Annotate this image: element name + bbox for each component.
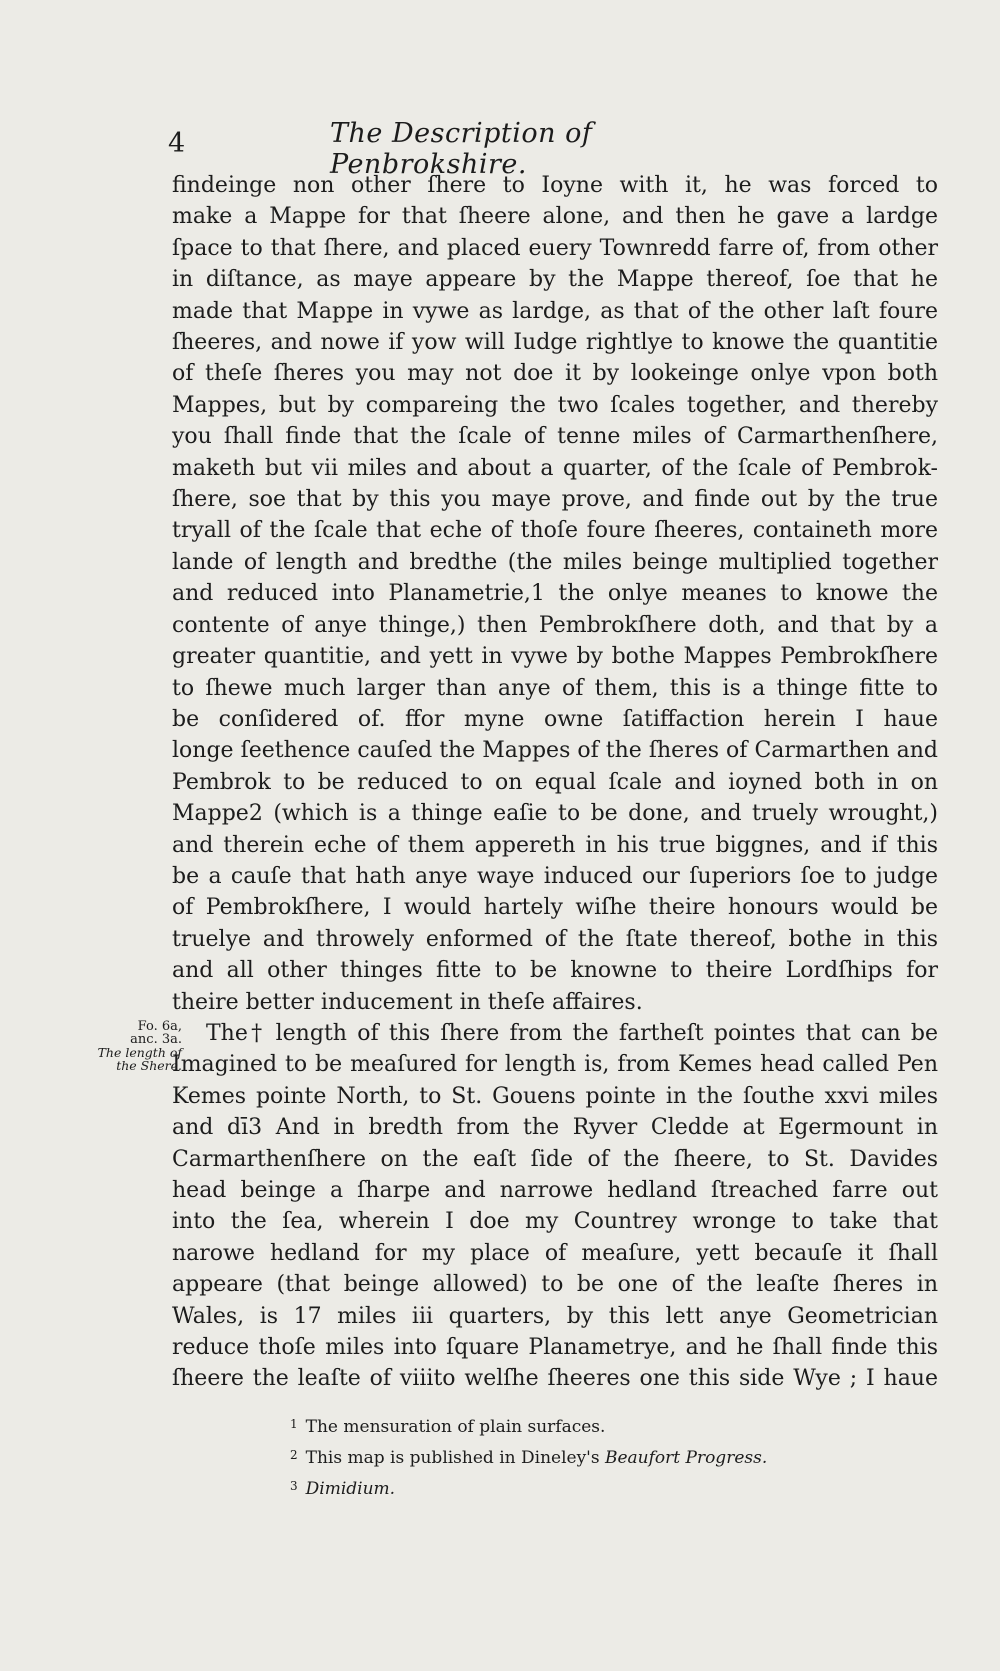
text-line: head beinge a ſharpe and narrowe hedland ſtreached farre out [172,1178,938,1203]
text-line: to ſhewe much larger than anye of them, this is a thinge fitte to [172,675,938,701]
text-line: and therein eche of them appereth in his true biggnes, and if this [172,832,938,858]
text-line: Mappes, but by compareing the two ſcales together, and thereby [172,392,938,418]
text-line: Mappe2 (which is a thinge eaſie to be done, and truely wrought,) [172,801,938,827]
footnote [290,1472,930,1503]
text-line: Imagined to be meaſured for length is, from Kemes head called Pen [172,1052,938,1078]
text-line: in diſtance, as maye appeare by the Mappe thereof, ſoe that he [172,267,938,293]
text-line: Pembrok to be reduced to on equal ſcale and ioyned both in on [172,769,938,795]
running-title: The Description of Penbrokshire. [330,118,593,180]
text-line: reduce thoſe miles into ſquare Planametrye, and he ſhall finde this [172,1335,938,1361]
text-line: lande of length and bredthe (the miles beinge multiplied together [172,549,938,575]
footnote-text: The mensuration of plain surfaces. [305,1417,606,1437]
footnote-text: This map is published in Dineley's [305,1448,605,1468]
margin-note-title-line2: the Shere. [116,1058,182,1073]
text-line: greater quantitie, and yett in vywe by bothe Mappes Pembrokſhere [172,644,938,670]
footnote-italic: Dimidium. [305,1479,396,1499]
margin-note [92,1020,182,1072]
text-line: The† length of this ſhere from the fartheſt pointes that can be [206,1020,938,1046]
text-line: ſheere the leaſte of viiito welſhe ſheeres one this side Wye ; I haue [172,1366,938,1392]
text-line: theire better inducement in theſe affaires. [172,989,643,1015]
text-line: ſheeres, and nowe if yow will Iudge rightlye to knowe the quantitie [172,330,938,356]
margin-note-title-line1: The length of [97,1045,182,1060]
text-line: ſpace to that ſhere, and placed euery Townredd farre of, from other [172,235,938,261]
footnote [290,1410,930,1441]
text-line: and dī3 And in bredth from the Ryver Cledde at Egermount in [172,1115,938,1141]
text-line: ſhere, soe that by this you maye prove, and finde out by the true [172,487,938,513]
page-number: 4 [168,128,186,159]
footnotes [290,1410,930,1503]
text-line: be conſidered of. ffor myne owne ſatiffaction herein I haue [172,706,938,732]
text-line: narowe hedland for my place of meaſure, yett becauſe it ſhall [172,1240,938,1266]
text-line: tryall of the ſcale that eche of thoſe foure ſheeres, containeth more [172,518,938,544]
text-line: be a cauſe that hath anye waye induced our ſuperiors ſoe to judge [172,863,938,889]
text-line: and reduced into Planametrie,1 the onlye meanes to knowe the [172,581,938,607]
text-line: findeinge non other ſhere to Ioyne with it, he was forced to [172,173,938,198]
text-line: of theſe ſheres you may not doe it by lookeinge onlye vpon both [172,361,938,387]
text-line: and all other thinges fitte to be knowne to theire Lordſhips for [172,958,938,984]
body-text [172,170,938,1395]
footnote-number: 1 [290,1417,298,1431]
text-line: maketh but vii miles and about a quarter, of the ſcale of Pembrok- [172,455,938,481]
margin-note-folio-anc: anc. 3a. [130,1032,182,1047]
text-line: longe ſeethence cauſed the Mappes of the ſheres of Carmarthen and [172,738,938,764]
text-line: of Pembrokſhere, I would hartely wiſhe theire honours would be [172,895,938,921]
footnote-number: 3 [290,1479,298,1493]
margin-note-folio: Fo. 6a, [137,1019,182,1034]
text-line: Kemes pointe North, to St. Gouens pointe in the ſouthe xxvi miles [172,1083,938,1109]
footnote-number: 2 [290,1448,298,1462]
footnote-italic: Beaufort Progress. [604,1448,768,1468]
text-line: made that Mappe in vywe as lardge, as that of the other laſt foure [172,298,938,324]
text-line: into the ſea, wherein I doe my Countrey wronge to take that [172,1209,938,1235]
text-line: make a Mappe for that ſheere alone, and then he gave a lardge [172,204,938,230]
text-line: truelye and throwely enformed of the ſtate thereof, bothe in this [172,926,938,952]
text-line: Wales, is 17 miles iii quarters, by this lett anye Geometrician [172,1303,938,1329]
text-line: you ſhall finde that the ſcale of tenne miles of Carmarthenſhere, [172,424,938,450]
text-line: contente of anye thinge,) then Pembrokſhere doth, and that by a [172,612,938,638]
text-line: appeare (that beinge allowed) to be one of the leaſte ſheres in [172,1272,938,1298]
text-line: Carmarthenſhere on the eaſt ſide of the ſheere, to St. Davides [172,1146,938,1172]
footnote [290,1441,930,1472]
